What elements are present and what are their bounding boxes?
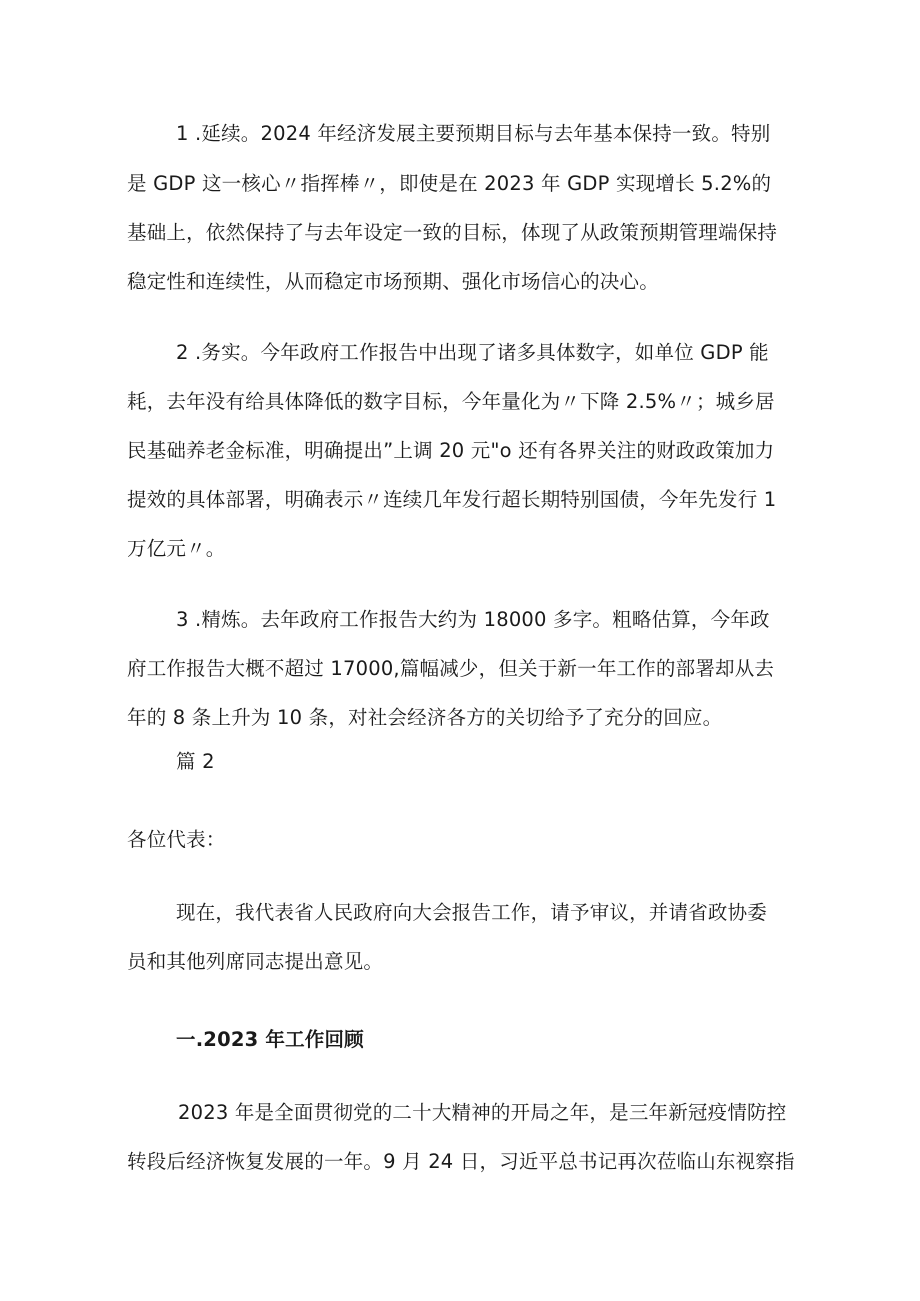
paragraph-2-line-1: 2 .务实。今年政府工作报告中出现了诸多具体数字，如单位 GDP 能 xyxy=(176,341,769,364)
paragraph-1-line-3: 基础上，依然保持了与去年设定一致的目标，体现了从政策预期管理端保持 xyxy=(127,221,778,244)
intro-line-2: 员和其他列席同志提出意见。 xyxy=(127,950,384,973)
paragraph-1-line-2: 是 GDP 这一核心〃指挥棒〃，即使是在 2023 年 GDP 实现增长 5.2%的 xyxy=(127,172,772,195)
paragraph-3-line-1: 3 .精炼。去年政府工作报告大约为 18000 多字。粗略估算，今年政 xyxy=(176,608,770,631)
paragraph-2-line-3: 民基础养老金标准，明确提出”上调 20 元"o 还有各界关注的财政政策加力 xyxy=(127,439,775,462)
review-line-1: 2023 年是全面贯彻党的二十大精神的开局之年，是三年新冠疫情防控 xyxy=(178,1101,787,1124)
section-heading: 一.2023 年工作回顾 xyxy=(176,1028,364,1051)
paragraph-3-line-3: 年的 8 条上升为 10 条，对社会经济各方的关切给予了充分的回应。 xyxy=(127,706,723,729)
greeting: 各位代表： xyxy=(127,828,226,851)
paragraph-2-line-5: 万亿元〃。 xyxy=(127,537,226,560)
paragraph-1-line-4: 稳定性和连续性，从而稳定市场预期、强化市场信心的决心。 xyxy=(127,270,659,293)
paragraph-2-line-2: 耗，去年没有给具体降低的数字目标，今年量化为〃下降 2.5%〃；城乡居 xyxy=(127,390,775,413)
paragraph-3-line-2: 府工作报告大概不超过 17000,篇幅减少，但关于新一年工作的部署却从去 xyxy=(127,657,775,680)
chapter-label: 篇 2 xyxy=(176,750,215,773)
paragraph-1-line-1: 1 .延续。2024 年经济发展主要预期目标与去年基本保持一致。特别 xyxy=(176,122,771,145)
review-line-2: 转段后经济恢复发展的一年。9 月 24 日，习近平总书记再次莅临山东视察指 xyxy=(127,1150,795,1173)
intro-line-1: 现在，我代表省人民政府向大会报告工作，请予审议，并请省政协委 xyxy=(176,901,768,924)
paragraph-2-line-4: 提效的具体部署，明确表示〃连续几年发行超长期特别国债，今年先发行 1 xyxy=(127,488,777,511)
